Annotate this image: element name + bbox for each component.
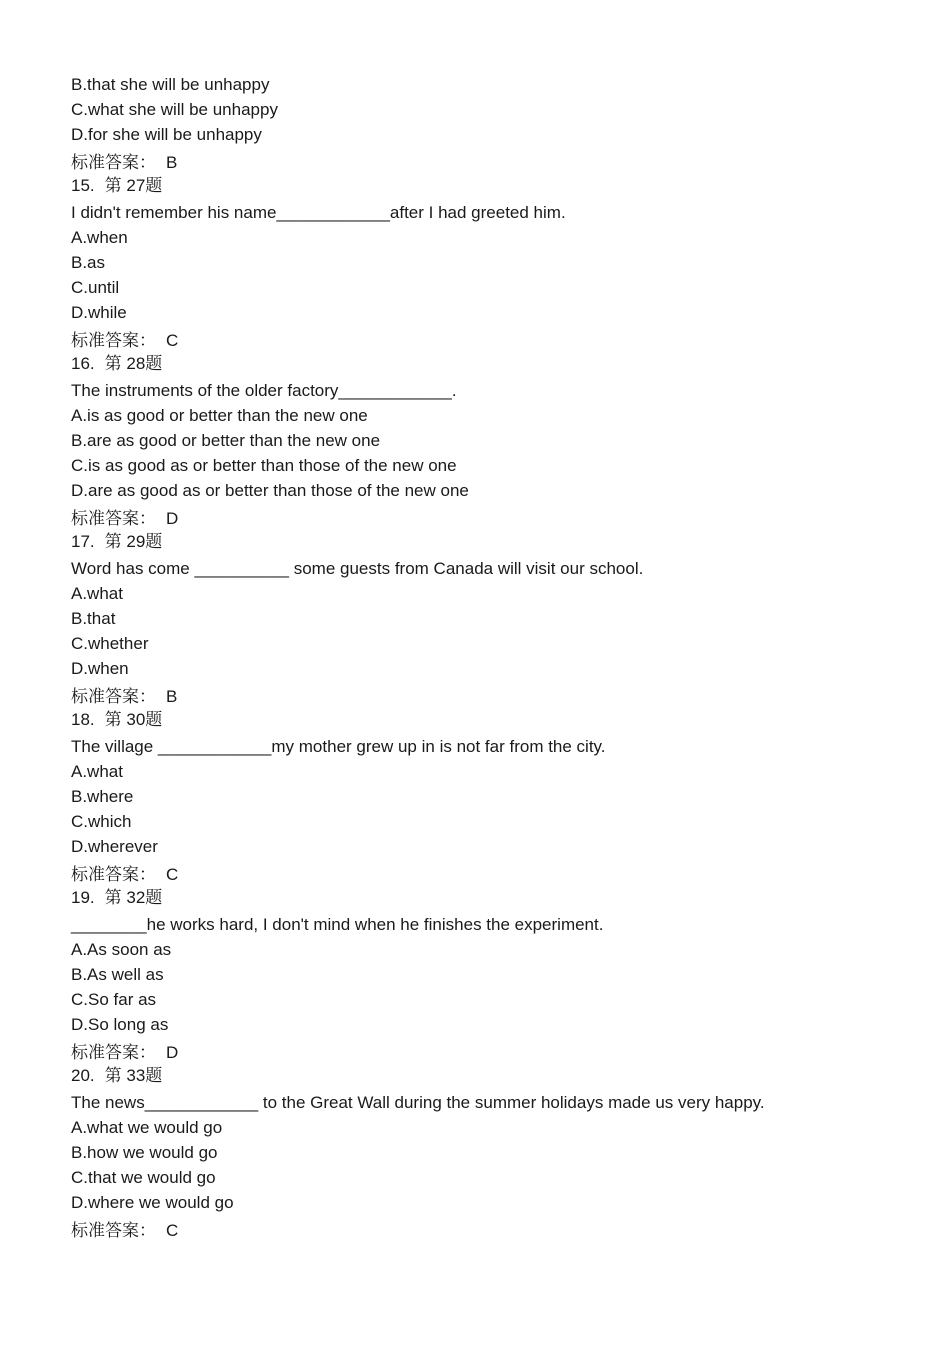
answer-value: B: [166, 153, 178, 172]
option: D.are as good as or better than those of the new one: [71, 481, 469, 500]
option: C.until: [71, 278, 120, 297]
question-number: 17.: [71, 532, 95, 551]
option: A.what: [71, 762, 123, 781]
option: B.are as good or better than the new one: [71, 431, 381, 450]
option: C.that we would go: [71, 1168, 216, 1187]
answer-line: [71, 147, 931, 175]
option: D.So long as: [71, 1015, 169, 1034]
answer-line: [71, 681, 931, 709]
document-page: [71, 72, 931, 1243]
question-number: 19.: [71, 888, 95, 907]
option: A.As soon as: [71, 940, 172, 959]
answer-line: [71, 859, 931, 887]
question-stem: The village ____________my mother grew up in is not far from the city.: [71, 737, 606, 756]
question-number: 18.: [71, 710, 95, 729]
option: A.is as good or better than the new one: [71, 406, 368, 425]
question-stem: Word has come __________ some guests from Canada will visit our school.: [71, 559, 644, 578]
option: D.when: [71, 659, 129, 678]
option: A.when: [71, 228, 128, 247]
answer-value: C: [166, 331, 179, 350]
question-title: 第 30题: [104, 710, 163, 729]
question-header: [71, 353, 931, 378]
option: B.that she will be unhappy: [71, 75, 270, 94]
option: B.As well as: [71, 965, 164, 984]
answer-label: 标准答案：: [71, 331, 156, 350]
question-title: 第 28题: [104, 354, 163, 373]
option: D.while: [71, 303, 127, 322]
question-16: [71, 353, 931, 531]
question-15: [71, 175, 931, 353]
question-number: 20.: [71, 1066, 95, 1085]
question-title: 第 27题: [104, 176, 163, 195]
question-stem: ________he works hard, I don't mind when he finishes the experiment.: [71, 915, 604, 934]
option: D.wherever: [71, 837, 158, 856]
question-stem: The instruments of the older factory____________.: [71, 381, 457, 400]
answer-value: B: [166, 687, 178, 706]
option: C.is as good as or better than those of the new one: [71, 456, 457, 475]
question-stem: I didn't remember his name____________after I had greeted him.: [71, 203, 566, 222]
question-header: [71, 175, 931, 200]
question-19: [71, 887, 931, 1065]
answer-value: C: [166, 1221, 179, 1240]
option: D.where we would go: [71, 1193, 234, 1212]
answer-line: [71, 1037, 931, 1065]
answer-label: 标准答案：: [71, 1043, 156, 1062]
option: B.how we would go: [71, 1143, 218, 1162]
option: A.what: [71, 584, 123, 603]
option: B.that: [71, 609, 116, 628]
option: D.for she will be unhappy: [71, 125, 262, 144]
question-header: [71, 531, 931, 556]
option: C.whether: [71, 634, 149, 653]
question-header: [71, 887, 931, 912]
question-header: [71, 1065, 931, 1090]
option: A.what we would go: [71, 1118, 223, 1137]
question-number: 15.: [71, 176, 95, 195]
answer-value: C: [166, 865, 179, 884]
question-20: [71, 1065, 931, 1243]
question-title: 第 33题: [104, 1066, 163, 1085]
question-title: 第 32题: [104, 888, 163, 907]
option: C.what she will be unhappy: [71, 100, 278, 119]
answer-label: 标准答案：: [71, 865, 156, 884]
question-number: 16.: [71, 354, 95, 373]
answer-label: 标准答案：: [71, 509, 156, 528]
answer-line: [71, 325, 931, 353]
question-18: [71, 709, 931, 887]
answer-label: 标准答案：: [71, 153, 156, 172]
option: B.where: [71, 787, 134, 806]
answer-label: 标准答案：: [71, 1221, 156, 1240]
answer-line: [71, 503, 931, 531]
question-stem: The news____________ to the Great Wall during the summer holidays made us very happy.: [71, 1093, 765, 1112]
answer-value: D: [166, 509, 179, 528]
lead-question-tail: [71, 72, 931, 175]
answer-line: [71, 1215, 931, 1243]
question-17: [71, 531, 931, 709]
answer-label: 标准答案：: [71, 687, 156, 706]
option: B.as: [71, 253, 106, 272]
option: C.So far as: [71, 990, 157, 1009]
question-header: [71, 709, 931, 734]
question-title: 第 29题: [104, 532, 163, 551]
answer-value: D: [166, 1043, 179, 1062]
option: C.which: [71, 812, 132, 831]
